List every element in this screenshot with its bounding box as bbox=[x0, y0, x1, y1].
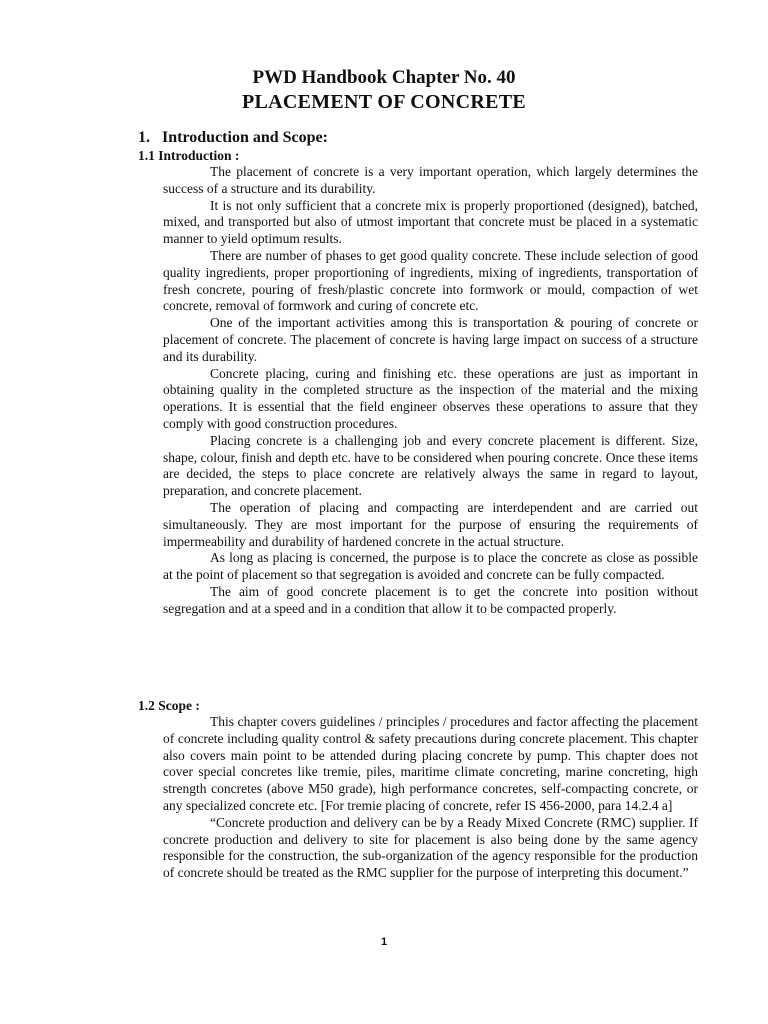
introduction-body bbox=[163, 164, 698, 618]
subsection-heading-scope: 1.2 Scope : bbox=[138, 698, 200, 713]
section-number: 1. bbox=[138, 129, 150, 146]
paragraph: The operation of placing and compacting are interdependent and are carried out simultaneously. They are most important for the purpose of ensuring the requirements of impermeability and durability of hardened concrete in the actual structure. bbox=[163, 499, 698, 549]
document-subtitle: PLACEMENT OF CONCRETE bbox=[241, 91, 527, 113]
paragraph: As long as placing is concerned, the purpose is to place the concrete as close as possible at the point of placement so that segregation is avoided and concrete can be fully compacted. bbox=[163, 550, 698, 583]
paragraph: There are number of phases to get good quality concrete. These include selection of good quality ingredients, proper proportioning of ingredients, mixing of ingredients, transportation of fresh concrete, pouring of fresh/plastic concrete into formwork or mould, compaction of wet concrete, removal of formwork and curing of concrete etc. bbox=[163, 247, 698, 314]
paragraph: “Concrete production and delivery can be by a Ready Mixed Concrete (RMC) supplier. If concrete production and delivery to site for placement is also being done by the same agency responsible for the construction, the sub-organization of the agency responsible for the production of concrete should be treated as the RMC supplier for the purpose of interpreting this document.” bbox=[163, 814, 698, 881]
paragraph: The placement of concrete is a very important operation, which largely determines the success of a structure and its durability. bbox=[163, 164, 698, 196]
scope-body bbox=[163, 714, 698, 882]
paragraph: Placing concrete is a challenging job and every concrete placement is different. Size, shape, colour, finish and depth etc. have to be considered when pouring concrete. Once these items are decided, the steps to place concrete are relatively always the same in regard to layout, preparation, and concrete placement. bbox=[163, 432, 698, 499]
page-number: 1 bbox=[380, 936, 388, 948]
paragraph: The aim of good concrete placement is to get the concrete into position without segregation and at a speed and in a condition that allow it to be compacted properly. bbox=[163, 583, 698, 616]
section-heading-introduction-and-scope bbox=[138, 128, 328, 148]
paragraph: One of the important activities among this is transportation & pouring of concrete or placement of concrete. The placement of concrete is having large impact on success of a structure and its durability. bbox=[163, 315, 698, 364]
subsection-heading-introduction: 1.1 Introduction : bbox=[138, 148, 240, 163]
section-heading-text: Introduction and Scope: bbox=[162, 129, 328, 146]
document-title: PWD Handbook Chapter No. 40 bbox=[252, 67, 516, 88]
paragraph: Concrete placing, curing and finishing etc. these operations are just as important in obtaining quality in the completed structure as the inspection of the material and the mixing operations. It is essential that the field engineer observes these operations to assure that they comply with good construction procedures. bbox=[163, 365, 698, 431]
paragraph: It is not only sufficient that a concrete mix is properly proportioned (designed), batched, mixed, and transported but also of utmost important that concrete must be placed in a systematic manner to yield optimum results. bbox=[163, 197, 698, 247]
paragraph: This chapter covers guidelines / principles / procedures and factor affecting the placement of concrete including quality control & safety precautions during concrete placement. This chapter also covers main point to be attended during placing concrete by pump. This chapter does not cover special concretes like tremie, piles, maritime climate concreting, marine concreting, high strength concretes (above M50 grade), high performance concretes, self-compacting concrete, or any specialized concrete etc. [For tremie placing of concrete, refer IS 456-2000, para 14.2.4 a] bbox=[163, 714, 698, 813]
title-block bbox=[0, 66, 768, 114]
